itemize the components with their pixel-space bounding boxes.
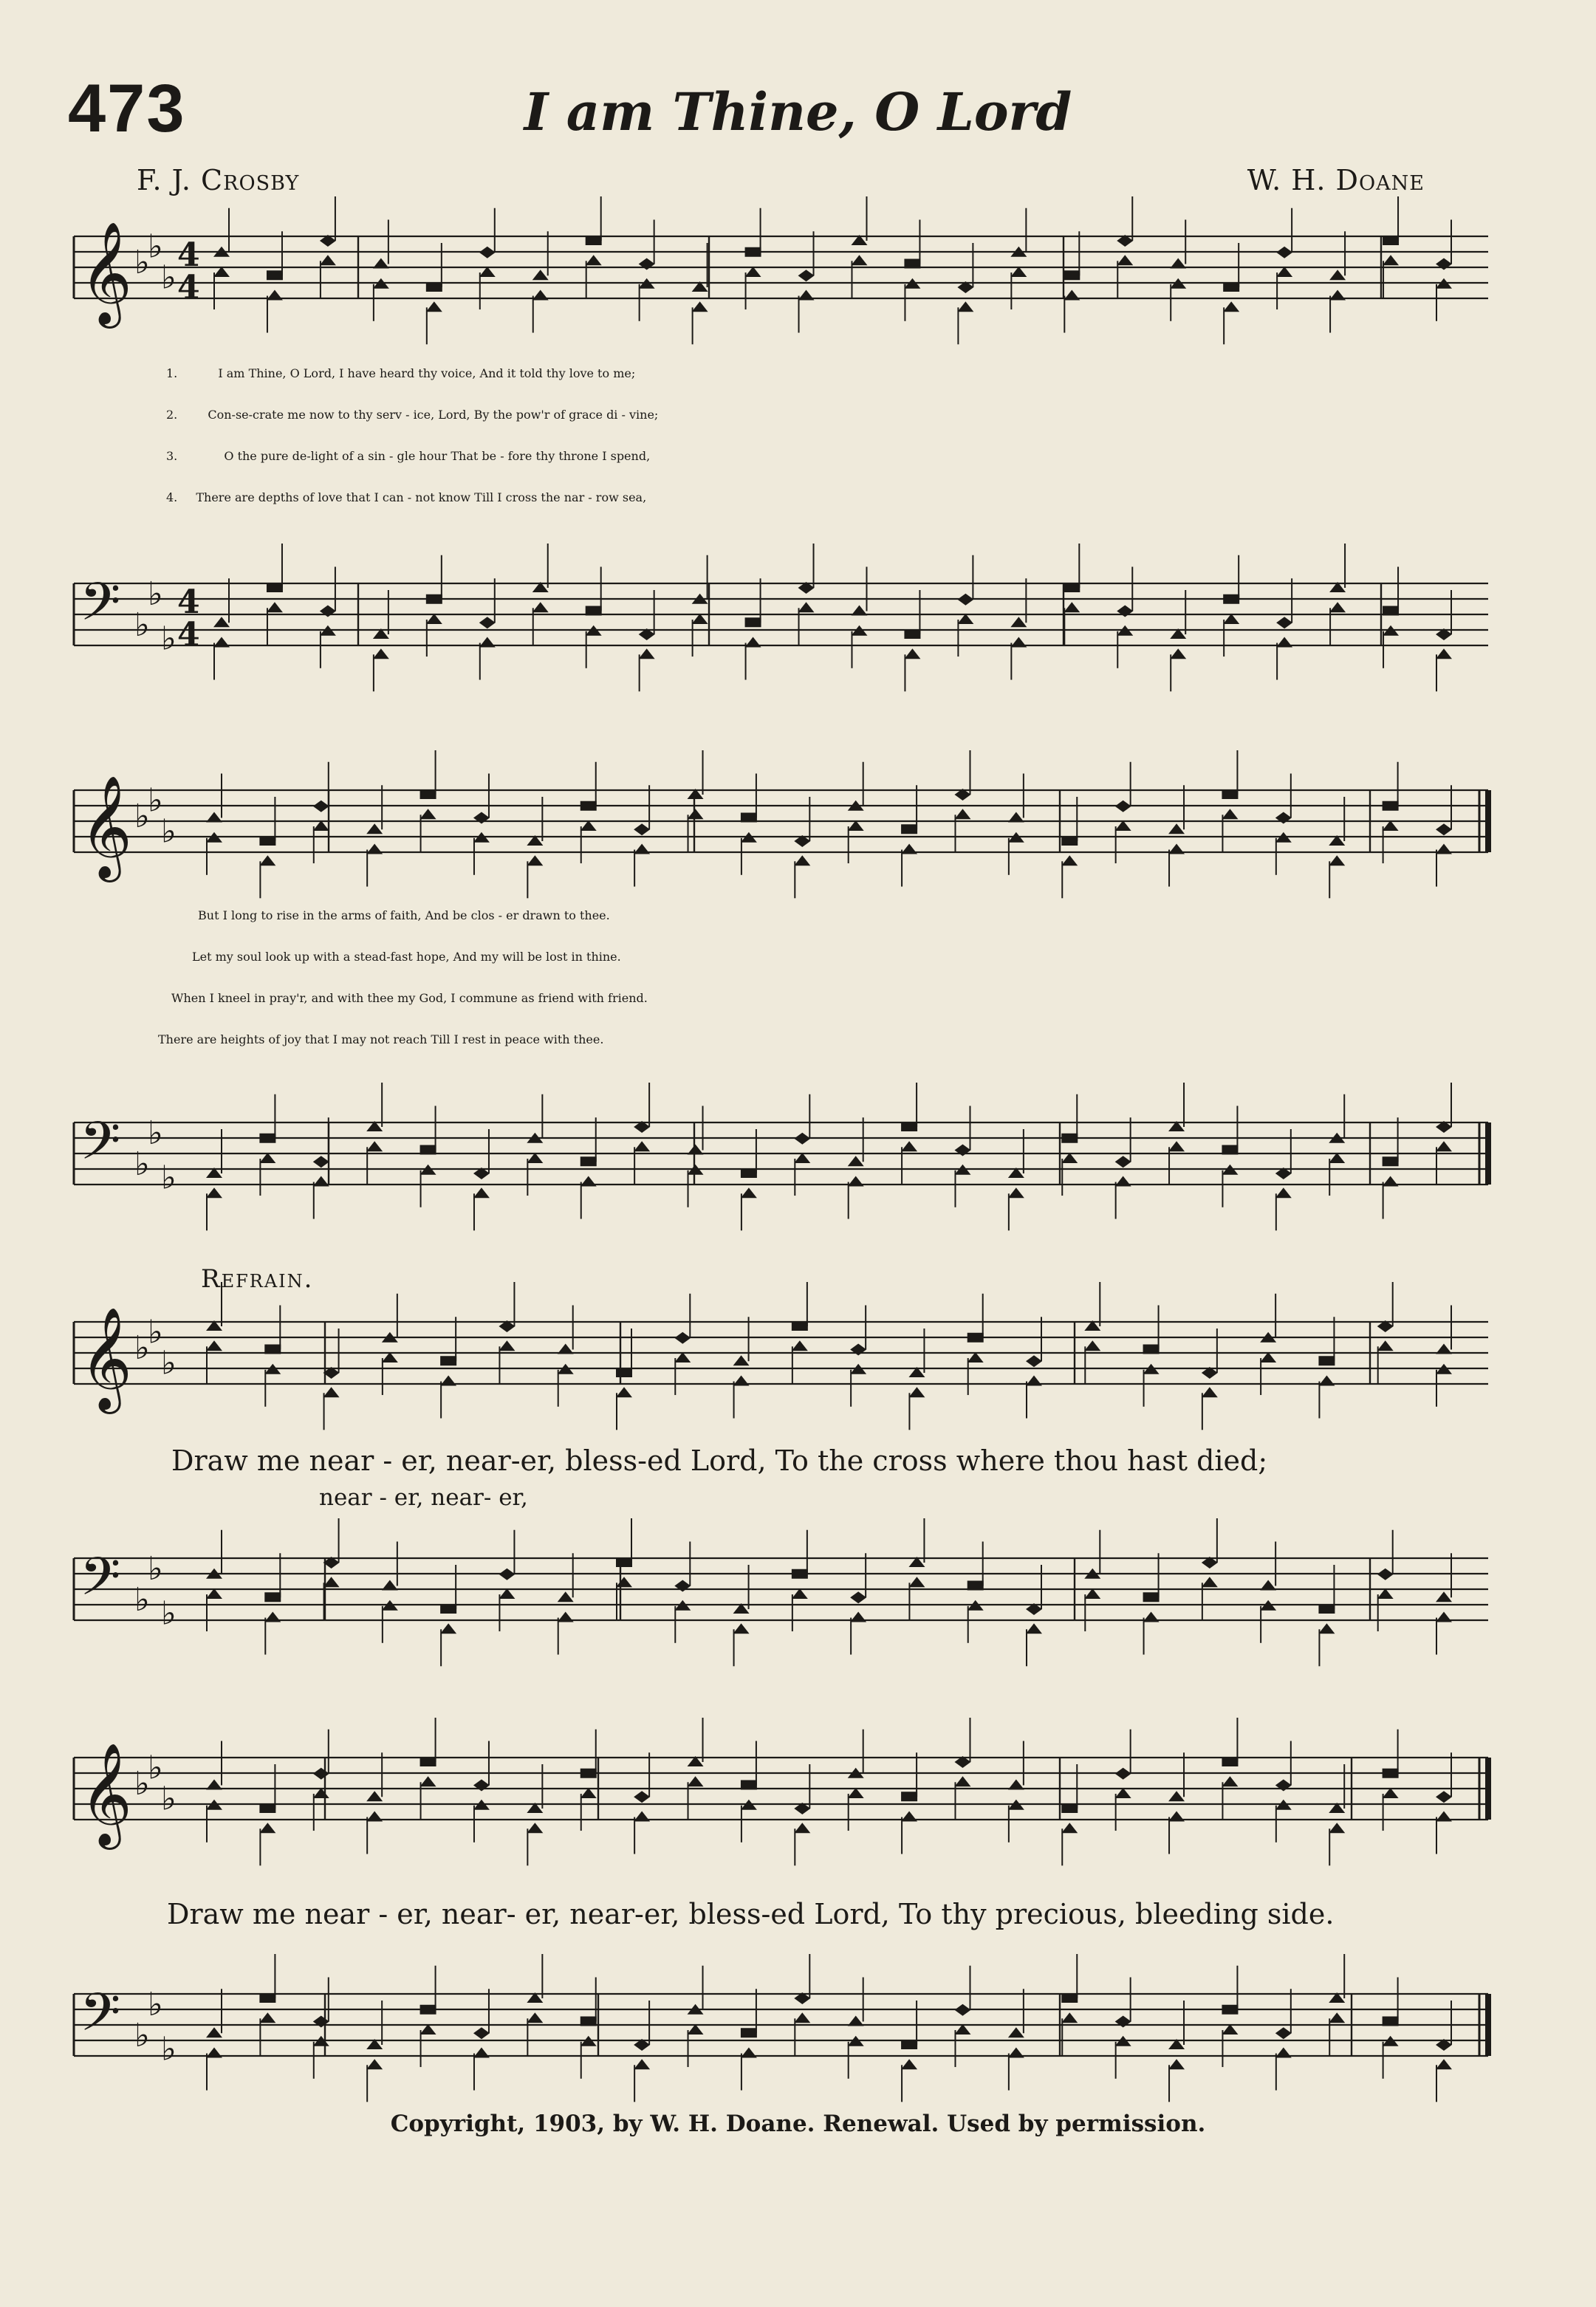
flat-sign: ♭ [148, 1550, 163, 1588]
staff-system-3-bass [0, 1529, 1596, 1669]
verse-number: 4. [166, 490, 178, 504]
flat-sign: ♭ [134, 798, 150, 835]
verse-number: 3. [166, 449, 178, 463]
verse-line [166, 490, 646, 504]
staff-system-2-treble [0, 761, 1596, 886]
copyright-notice: Copyright, 1903, by W. H. Doane. Renewal. Used by permission. [390, 2111, 1206, 2137]
verse-line: When I kneel in pray'r, and with thee my God, I commune as friend with friend. [171, 991, 648, 1005]
staff-system-4-treble [0, 1735, 1596, 1861]
verse-text: Con-se-crate me now to thy serv - ice, Lord, By the pow'r of grace di - vine; [208, 408, 659, 422]
time-signature-bottom: 4 [177, 269, 200, 306]
staff-system-4-bass [0, 1964, 1596, 2105]
refrain-alto-echo: near - er, near- er, [319, 1484, 528, 1511]
verse-number: 1. [166, 366, 178, 380]
flat-sign: ♭ [161, 1594, 177, 1633]
staff-system-2-bass [0, 1100, 1596, 1233]
flat-sign: ♭ [148, 227, 163, 266]
refrain-label: Refrain. [201, 1264, 314, 1294]
verse-line [166, 408, 658, 422]
bass-clef: 𝄢 [80, 572, 121, 645]
treble-clef: 𝄞 [80, 222, 132, 324]
time-signature-top: 4 [177, 236, 200, 274]
verse-text: There are depths of love that I can - not know Till I cross the nar - row sea, [196, 490, 647, 504]
flat-sign: ♭ [148, 1749, 163, 1787]
refrain-lyric-line-1: Draw me near - er, near-er, bless-ed Lord, To the cross where thou hast died; [171, 1444, 1268, 1477]
flat-sign: ♭ [134, 2017, 150, 2054]
author: F. J. Crosby [137, 164, 300, 196]
flat-sign: ♭ [161, 258, 177, 297]
staff-system-3-treble [0, 1300, 1596, 1425]
flat-sign: ♭ [134, 1145, 150, 1183]
flat-sign: ♭ [148, 1114, 163, 1152]
treble-clef: 𝄞 [80, 775, 132, 878]
hymn-number: 473 [68, 71, 186, 146]
flat-sign: ♭ [161, 1780, 177, 1818]
flat-sign: ♭ [148, 1313, 163, 1351]
verse-text: I am Thine, O Lord, I have heard thy voice, And it told thy love to me; [218, 366, 636, 380]
flat-sign: ♭ [161, 1159, 177, 1197]
flat-sign: ♭ [134, 1329, 150, 1367]
flat-sign: ♭ [134, 1581, 150, 1619]
flat-sign: ♭ [148, 575, 163, 613]
flat-sign: ♭ [161, 1344, 177, 1382]
treble-clef: 𝄞 [80, 1307, 132, 1410]
flat-sign: ♭ [161, 2030, 177, 2068]
flat-sign: ♭ [134, 606, 150, 644]
composer: W. H. Doane [1247, 164, 1425, 196]
verse-line: Let my soul look up with a stead-fast hope, And my will be lost in thine. [192, 950, 621, 964]
flat-sign: ♭ [134, 244, 150, 281]
flat-sign: ♭ [161, 812, 177, 851]
treble-clef: 𝄞 [80, 1743, 132, 1845]
bass-clef: 𝄢 [80, 1546, 121, 1620]
verse-text: O the pure de-light of a sin - gle hour That be - fore thy throne I spend, [224, 449, 651, 463]
bass-clef: 𝄢 [80, 1111, 121, 1185]
hymn-title: I am Thine, O Lord [524, 81, 1072, 143]
flat-sign: ♭ [148, 1986, 163, 2023]
verse-line: There are heights of joy that I may not reach Till I rest in peace with thee. [158, 1032, 604, 1046]
verse-line [166, 366, 635, 380]
staff-system-1-bass [0, 561, 1596, 694]
verse-line [166, 449, 650, 463]
bass-clef: 𝄢 [80, 1982, 121, 2056]
flat-sign: ♭ [148, 781, 163, 820]
time-signature-top: 4 [177, 583, 200, 621]
verse-number: 2. [166, 408, 178, 422]
staff-system-1-treble [0, 222, 1596, 340]
flat-sign: ♭ [161, 620, 177, 658]
verse-line: But I long to rise in the arms of faith, And be clos - er drawn to thee. [198, 908, 610, 922]
time-signature-bottom: 4 [177, 616, 200, 654]
refrain-lyric-line-2: Draw me near - er, near- er, near-er, bless-ed Lord, To thy precious, bleeding side. [167, 1898, 1335, 1930]
flat-sign: ♭ [134, 1765, 150, 1803]
